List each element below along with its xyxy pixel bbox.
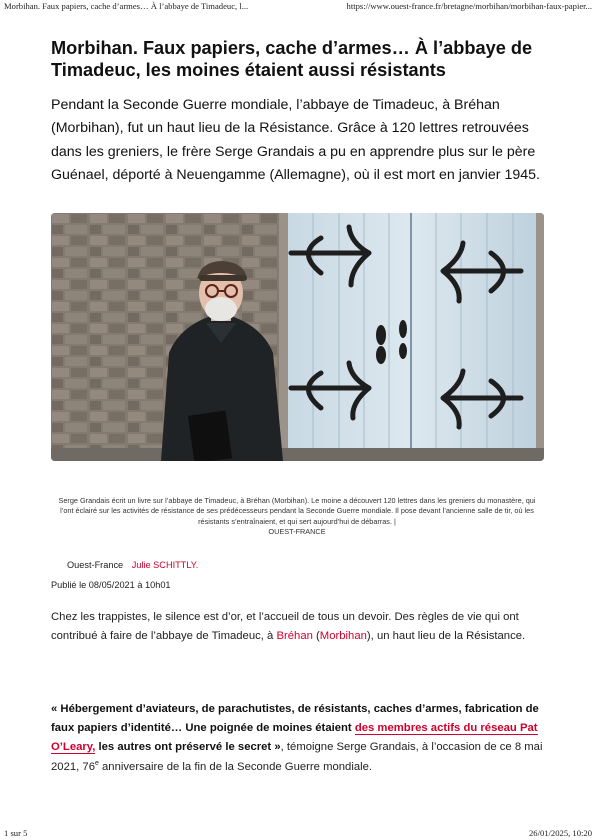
- link-reseau-pat-oleary[interactable]: des membres actifs du réseau Pat O’Leary,: [51, 722, 538, 754]
- article-photo[interactable]: [51, 213, 544, 461]
- print-footer-datetime: 26/01/2025, 10:20: [528, 828, 592, 838]
- ordinal-suffix: e: [94, 759, 99, 767]
- print-header-url[interactable]: https://www.ouest-france.fr/bretagne/morbihan/morbihan-faux-papier...: [346, 1, 592, 11]
- photo-credit: OUEST-FRANCE: [268, 527, 326, 537]
- print-footer: [4, 828, 592, 840]
- link-morbihan[interactable]: Morbihan: [319, 630, 367, 643]
- para1-text-1: Chez les trappistes, le silence est d’or, et l’accueil de tous un devoir. Des règles de vie qui ont contribué à faire de l’abbaye de Timadeuc, à: [51, 611, 519, 643]
- print-header: [4, 0, 592, 12]
- article-title: Morbihan. Faux papiers, cache d’armes… À l’abbaye de Timadeuc, les moines étaient aussi résistants: [51, 38, 533, 80]
- article-lead: Pendant la Seconde Guerre mondiale, l’abbaye de Timadeuc, à Bréhan (Morbihan), fut un haut lieu de la Résistance. Grâce à 120 lettres retrouvées dans les greniers, le frère Serge Grandais a pu en apprendre plus sur le père Guénael, déporté à Neuengamme (Allemagne), où il est mort en janvier 1945.: [51, 97, 540, 183]
- quote-part-1: « Hébergement d’aviateurs, de parachutistes, de résistants, caches d’armes, fabrication de faux papiers d’identité… Une poignée de moines étaient: [51, 703, 539, 735]
- link-brehan[interactable]: Bréhan: [276, 630, 313, 643]
- byline-source: Ouest-France: [67, 560, 124, 570]
- print-header-title: Morbihan. Faux papiers, cache d’armes… À l’abbaye de Timadeuc, l...: [4, 1, 249, 11]
- byline: [67, 560, 198, 570]
- photo-caption: [53, 496, 541, 538]
- publish-date: Publié le 08/05/2021 à 10h01: [51, 580, 171, 590]
- para2-text-2: anniversaire de la fin de la Seconde Guerre mondiale.: [98, 760, 373, 773]
- para1-text-3: ), un haut lieu de la Résistance.: [366, 630, 526, 643]
- print-footer-page: 1 sur 5: [4, 828, 28, 838]
- photo-caption-text: Serge Grandais écrit un livre sur l’abbaye de Timadeuc, à Bréhan (Morbihan). Le moine a découvert 120 lettres dans les greniers du monastère, qui l’ont éclairé sur les activités de résistance de ses prédécesseurs pendant la Seconde Guerre mondiale. Il pose devant l’ancienne salle de tir, où les résistants s’entraînaient, et qui sert aujourd’hui de débarras. |: [58, 496, 536, 526]
- para1-text-2: (: [312, 630, 320, 643]
- quote-part-2: les autres ont préservé le secret »: [95, 741, 281, 754]
- photo-of-monk-before-door: [51, 213, 544, 461]
- byline-author-link[interactable]: Julie SCHITTLY.: [131, 560, 199, 570]
- article-paragraph-1: [51, 608, 548, 646]
- article-paragraph-2: [51, 700, 548, 777]
- para2-text-1: , témoigne Serge Grandais, à l’occasion de ce 8 mai 2021, 76: [51, 741, 543, 773]
